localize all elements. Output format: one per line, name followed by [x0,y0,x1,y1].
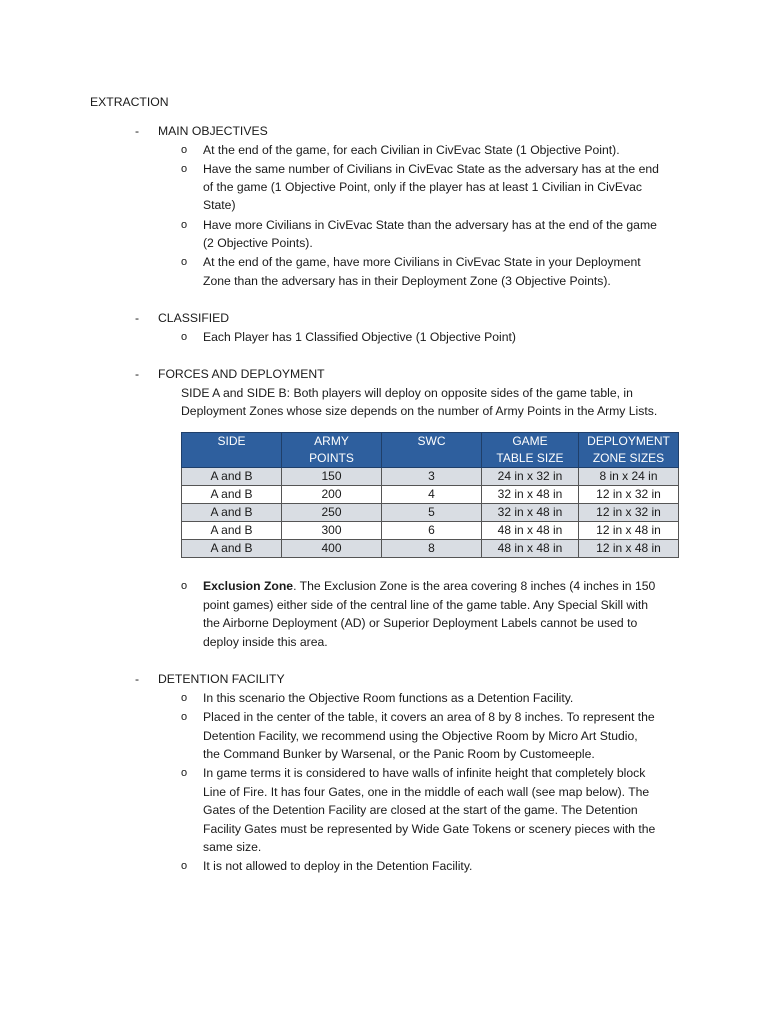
forces-heading: FORCES AND DEPLOYMENT [158,367,325,381]
cell-table-size: 32 in x 48 in [482,486,579,504]
forces-intro-line-1: SIDE A and SIDE B: Both players will deploy on opposite sides of the game table, in [181,386,633,400]
cell-table-size: 32 in x 48 in [482,504,579,522]
header-deployment-zone: DEPLOYMENT ZONE SIZES [579,433,679,468]
detention-item-4-line-1: It is not allowed to deploy in the Detention Facility. [203,859,473,873]
main-objective-2-line-1: Have the same number of Civilians in CivEvac State as the adversary has at the end [203,162,659,176]
section-dash: - [135,124,140,138]
deployment-table [181,432,679,558]
main-objective-4-line-2: Zone than the adversary has in their Deployment Zone (3 Objective Points). [203,274,611,288]
section-dash: - [135,367,140,381]
exclusion-line-1: Exclusion Zone. The Exclusion Zone is the area covering 8 inches (4 inches in 150 [203,579,656,593]
main-objective-3-line-2: (2 Objective Points). [203,236,313,250]
cell-points: 250 [282,504,382,522]
main-objectives-heading: MAIN OBJECTIVES [158,124,268,138]
detention-item-2-line-3: the Command Bunker by Warsenal, or the Panic Room by Customeeple. [203,747,595,761]
table-row [182,522,679,540]
detention-item-3-line-3: Gates of the Detention Facility are closed at the start of the game. The Detention [203,803,638,817]
exclusion-line-2: point games) either side of the central line of the game table. Any Special Skill with [203,598,649,612]
cell-swc: 8 [382,540,482,558]
main-objective-3-line-1: Have more Civilians in CivEvac State than the adversary has at the end of the game [203,218,657,232]
exclusion-line-3: the Airborne Deployment (AD) or Superior Deployment Labels cannot be used to [203,616,638,630]
cell-zone-size: 12 in x 48 in [579,522,679,540]
detention-item-3-line-2: Line of Fire. It has four Gates, one in the middle of each wall (see map below). The [203,785,650,799]
cell-points: 200 [282,486,382,504]
list-bullet: o [181,860,188,872]
header-table-size: GAME TABLE SIZE [482,433,579,468]
cell-table-size: 48 in x 48 in [482,522,579,540]
main-objective-4-line-1: At the end of the game, have more Civilians in CivEvac State in your Deployment [203,255,641,269]
cell-points: 400 [282,540,382,558]
page-title: EXTRACTION [90,95,169,109]
forces-intro-line-2: Deployment Zones whose size depends on the number of Army Points in the Army Lists. [181,404,658,418]
main-objective-1-line-1: At the end of the game, for each Civilian in CivEvac State (1 Objective Point). [203,143,620,157]
header-side: SIDE [182,433,282,468]
table-header-row [182,433,679,468]
list-bullet: o [181,580,188,592]
main-objective-2-line-2: of the game (1 Objective Point, only if the player has at least 1 Civilian in CivEvac [203,180,642,194]
list-bullet: o [181,163,188,175]
cell-zone-size: 12 in x 48 in [579,540,679,558]
list-bullet: o [181,219,188,231]
main-objective-2-line-3: State) [203,198,236,212]
detention-heading: DETENTION FACILITY [158,672,285,686]
cell-side: A and B [182,540,282,558]
cell-swc: 4 [382,486,482,504]
detention-item-1-line-1: In this scenario the Objective Room functions as a Detention Facility. [203,691,574,705]
cell-zone-size: 8 in x 24 in [579,468,679,486]
list-bullet: o [181,144,188,156]
cell-side: A and B [182,522,282,540]
table-row [182,468,679,486]
list-bullet: o [181,331,188,343]
exclusion-line-4: deploy inside this area. [203,635,328,649]
header-swc: SWC [382,433,482,468]
cell-swc: 6 [382,522,482,540]
list-bullet: o [181,692,188,704]
classified-heading: CLASSIFIED [158,311,230,325]
cell-swc: 5 [382,504,482,522]
cell-table-size: 48 in x 48 in [482,540,579,558]
detention-item-2-line-2: Detention Facility, we recommend using the Objective Room by Micro Art Studio, [203,729,638,743]
detention-item-3-line-4: Facility Gates must be represented by Wide Gate Tokens or scenery pieces with the [203,822,656,836]
list-bullet: o [181,767,188,779]
table-row [182,504,679,522]
detention-item-3-line-5: same size. [203,840,262,854]
cell-points: 300 [282,522,382,540]
cell-zone-size: 12 in x 32 in [579,486,679,504]
table-row [182,486,679,504]
cell-side: A and B [182,504,282,522]
cell-swc: 3 [382,468,482,486]
detention-item-2-line-1: Placed in the center of the table, it covers an area of 8 by 8 inches. To represent the [203,710,655,724]
list-bullet: o [181,256,188,268]
cell-side: A and B [182,486,282,504]
detention-item-3-line-1: In game terms it is considered to have walls of infinite height that completely block [203,766,646,780]
list-bullet: o [181,711,188,723]
cell-points: 150 [282,468,382,486]
cell-zone-size: 12 in x 32 in [579,504,679,522]
cell-table-size: 24 in x 32 in [482,468,579,486]
cell-side: A and B [182,468,282,486]
exclusion-zone-term: Exclusion Zone [203,579,294,593]
section-dash: - [135,311,140,325]
classified-item-1: Each Player has 1 Classified Objective (1 Objective Point) [203,330,516,344]
table-row [182,540,679,558]
section-dash: - [135,672,140,686]
header-army-points: ARMY POINTS [282,433,382,468]
